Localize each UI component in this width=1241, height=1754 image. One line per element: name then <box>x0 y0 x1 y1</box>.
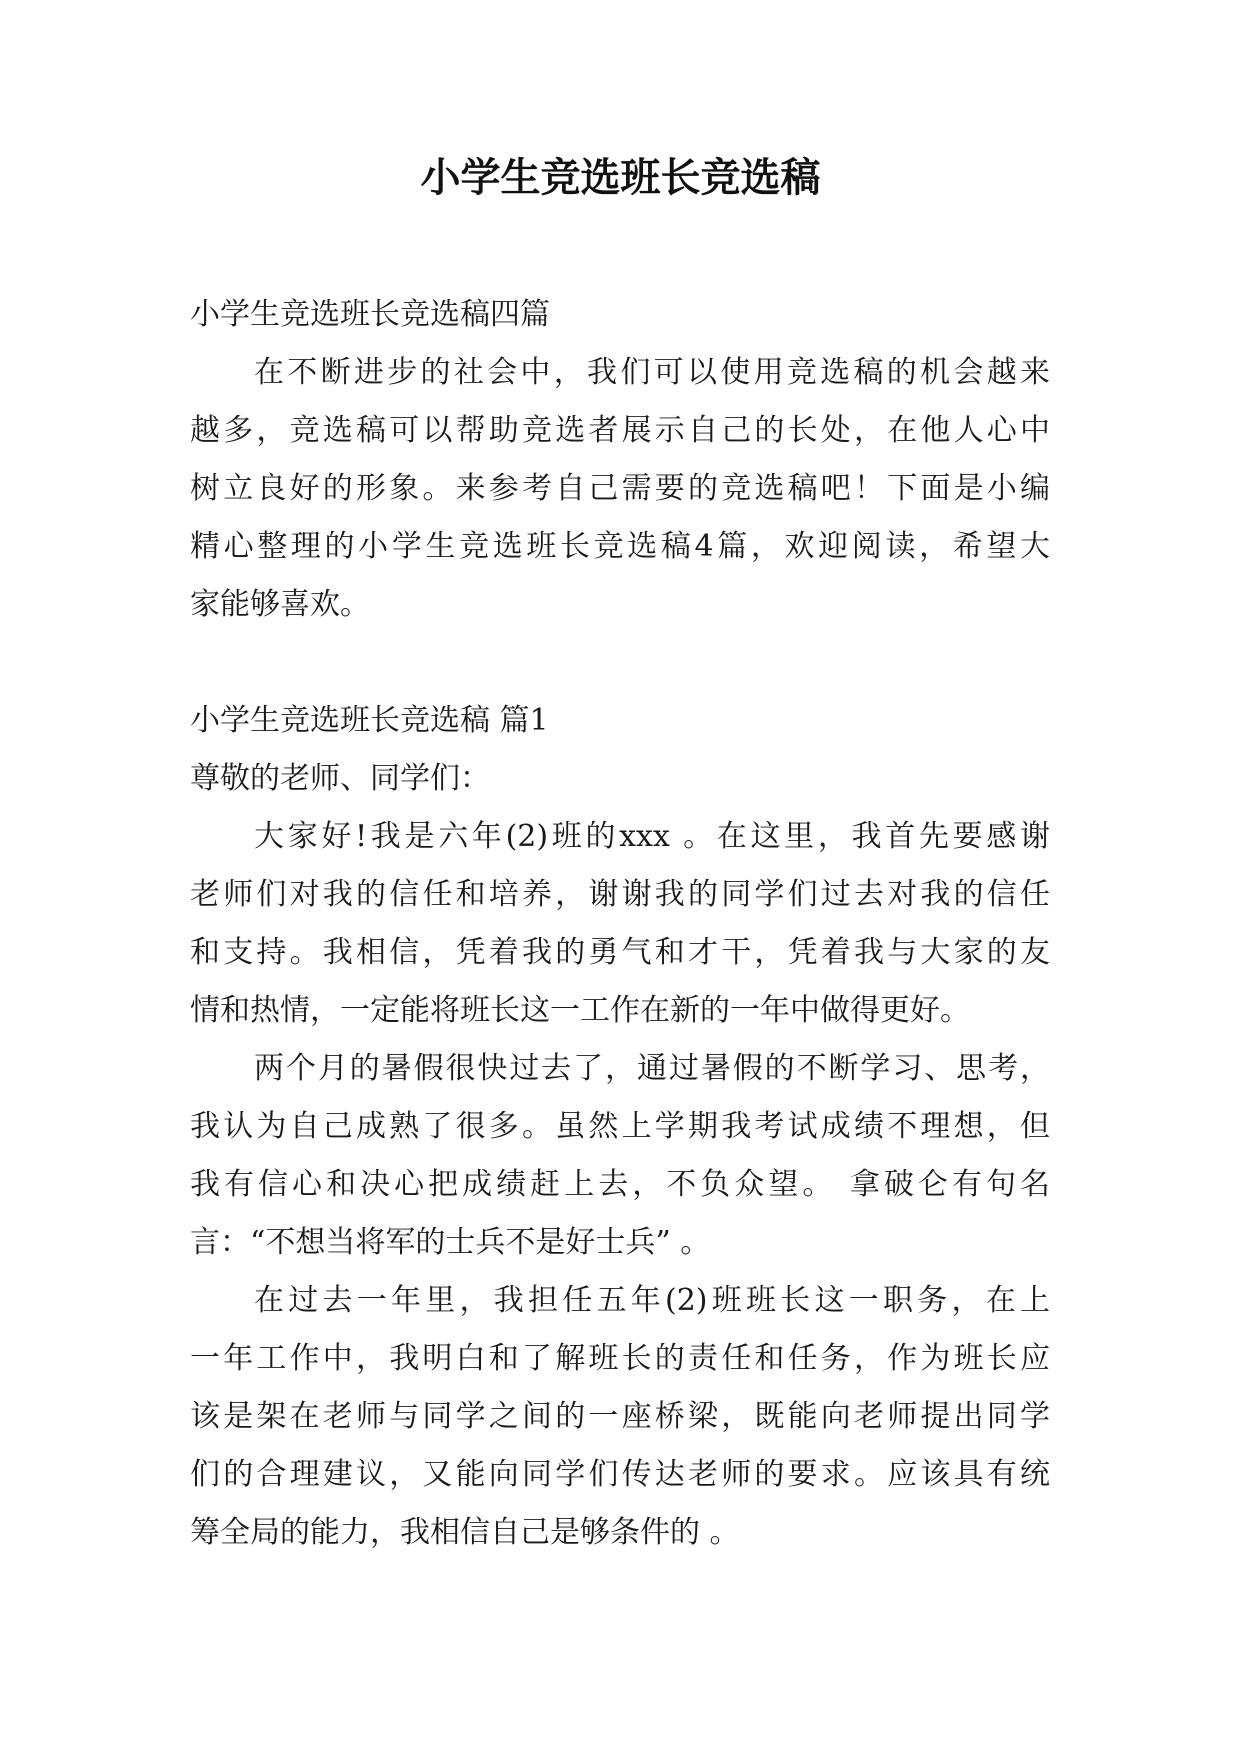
intro-line: 家能够喜欢。 <box>190 587 370 622</box>
intro-line: 越多，竞选稿可以帮助竞选者展示自己的长处，在他人心中 <box>190 413 1050 448</box>
paragraph-line: 在过去一年里，我担任五年(2)班班长这一职务，在上 <box>254 1283 1050 1318</box>
paragraph-line: 言：“不想当将军的士兵不是好士兵” 。 <box>190 1225 711 1260</box>
intro-line: 精心整理的小学生竞选班长竞选稿4篇，欢迎阅读，希望大 <box>190 529 1050 564</box>
paragraph-line: 一年工作中，我明白和了解班长的责任和任务，作为班长应 <box>190 1341 1050 1376</box>
section-spacer <box>190 634 1050 692</box>
paragraph-line: 我认为自己成熟了很多。虽然上学期我考试成绩不理想，但 <box>190 1109 1050 1144</box>
document-title: 小学生竞选班长竞选稿 <box>420 155 821 201</box>
salutation: 尊敬的老师、同学们： <box>190 761 490 796</box>
intro-line: 树立良好的形象。来参考自己需要的竞选稿吧！下面是小编 <box>190 471 1050 506</box>
paragraph-line: 两个月的暑假很快过去了，通过暑假的不断学习、思考， <box>254 1051 1050 1086</box>
paragraph-line: 我有信心和决心把成绩赶上去，不负众望。 拿破仑有句名 <box>190 1167 1050 1202</box>
body-paragraph-2 <box>190 1040 1050 1272</box>
paragraph-line: 和支持。我相信，凭着我的勇气和才干，凭着我与大家的友 <box>190 935 1050 970</box>
subtitle: 小学生竞选班长竞选稿四篇 <box>190 297 550 332</box>
paragraph-line: 老师们对我的信任和培养，谢谢我的同学们过去对我的信任 <box>190 877 1050 912</box>
document-body <box>190 286 1050 1562</box>
paragraph-line: 们的合理建议，又能向同学们传达老师的要求。应该具有统 <box>190 1457 1050 1492</box>
paragraph-line: 情和热情，一定能将班长这一工作在新的一年中做得更好。 <box>190 993 970 1028</box>
paragraph-line: 该是架在老师与同学之间的一座桥梁，既能向老师提出同学 <box>190 1399 1050 1434</box>
body-paragraph-3 <box>190 1272 1050 1562</box>
body-paragraph-1 <box>190 808 1050 1040</box>
section-heading: 小学生竞选班长竞选稿 篇1 <box>190 703 549 738</box>
paragraph-line: 筹全局的能力，我相信自己是够条件的 。 <box>190 1515 740 1550</box>
paragraph-line: 大家好!我是六年(2)班的xxx 。在这里，我首先要感谢 <box>254 819 1050 854</box>
intro-line: 在不断进步的社会中，我们可以使用竞选稿的机会越来 <box>254 355 1050 390</box>
intro-paragraph <box>190 344 1050 634</box>
